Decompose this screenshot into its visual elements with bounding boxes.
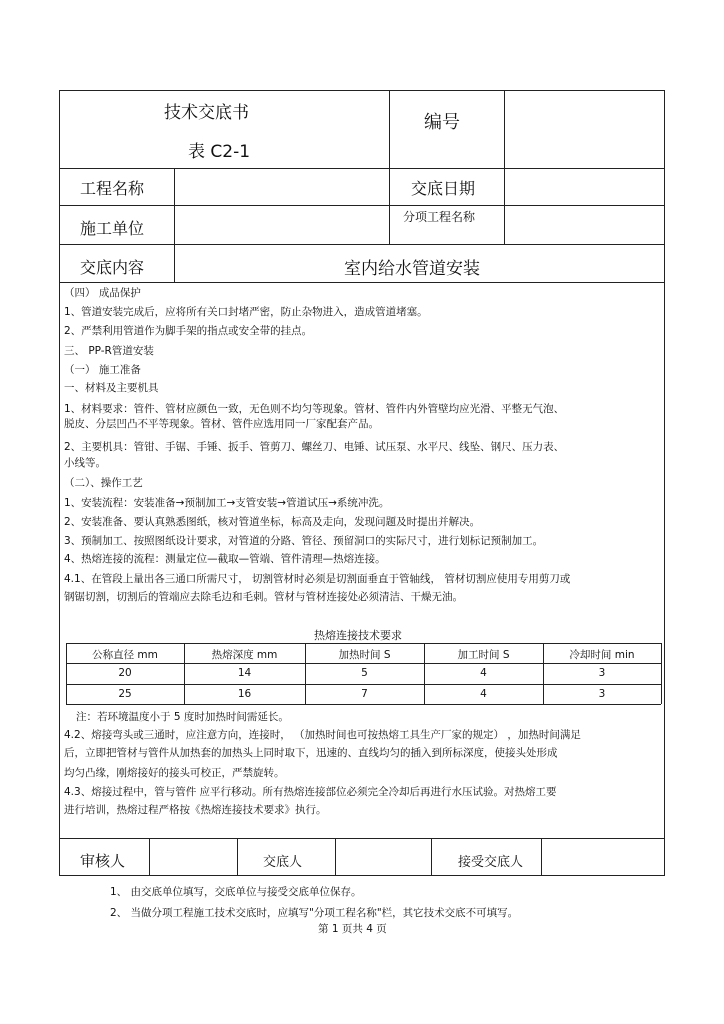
table-cell: 25: [118, 688, 132, 700]
after-line: 均匀凸缘，刚熔接好的接头可校正，严禁旋转。: [64, 767, 285, 779]
body-line: 3、预制加工、按照图纸设计要求，对管道的分路、管径、预留洞口的实际尺寸，进行划标记预制加工。: [64, 535, 544, 547]
body-line: （四） 成品保护: [64, 287, 141, 299]
table-header: 公称直径 mm: [92, 649, 158, 661]
body-line: 小线等。: [64, 457, 106, 469]
table-cell: 3: [598, 667, 606, 679]
grid-line: [174, 168, 175, 282]
table-header: 热熔深度 mm: [211, 649, 278, 661]
body-line: 三、 PP-R管道安装: [64, 345, 154, 357]
date-label: 交底日期: [411, 179, 476, 198]
grid-line: [504, 90, 505, 244]
grid-line: [541, 838, 542, 876]
body-line: （一） 施工准备: [64, 364, 141, 376]
note-2: 2、 当做分项工程施工技术交底时，应填写"分项工程名称"栏，其它技术交底不可填写。: [110, 907, 519, 919]
body-line: 1、材料要求：管件、管材应颜色一致，无色则不均匀等现象。管材、管件内外管壁均应光滑、平整无气泡、: [64, 403, 565, 415]
body-line: 钢锯切割，切割后的管端应去除毛边和毛刺。管材与管材连接处必须清洁、干燥无油。: [64, 591, 463, 603]
discloser-label: 交底人: [263, 855, 303, 870]
construction-unit-label: 施工单位: [80, 219, 145, 238]
page-number: 第 1 页共 4 页: [318, 923, 387, 935]
body-line: 一、材料及主要机具: [64, 382, 159, 394]
grid-line: [149, 838, 150, 876]
grid-line: [431, 838, 432, 876]
grid-line: [59, 282, 665, 283]
table-cell: 4: [480, 688, 487, 700]
table-header: 加热时间 S: [338, 649, 391, 661]
body-line: （二）、操作工艺: [64, 477, 143, 489]
body-line: 1、安装流程：安装准备→预制加工→支管安装→管道试压→系统冲洗。: [64, 497, 390, 509]
table-cell: 3: [598, 688, 606, 700]
grid-line: [59, 205, 665, 206]
project-name-label: 工程名称: [80, 179, 145, 198]
table-cell: 16: [237, 688, 252, 700]
table-grid-line: [66, 663, 661, 664]
subproject-label: 分项工程名称: [403, 210, 476, 224]
grid-line: [335, 838, 336, 876]
grid-line: [237, 838, 238, 876]
table-grid-line: [66, 643, 661, 644]
table-header: 冷却时间 min: [569, 649, 635, 661]
form-number: 表 C2-1: [188, 142, 251, 162]
table-grid-line: [66, 704, 661, 705]
table-cell: 4: [480, 667, 487, 679]
grid-line: [389, 90, 390, 244]
after-line: 4.3、熔接过程中，管与管件 应平行移动。所有热熔连接部位必须完全冷却后再进行水压试验。对热熔工要: [64, 786, 557, 798]
body-line: 2、严禁利用管道作为脚手架的指点或安全带的挂点。: [64, 325, 313, 337]
table-grid-line: [661, 643, 662, 704]
number-label: 编号: [424, 112, 460, 133]
table-header: 加工时间 S: [457, 649, 510, 661]
table-grid-line: [66, 684, 661, 685]
table-caption: 热熔连接技术要求: [314, 629, 402, 642]
table-cell: 20: [118, 667, 132, 679]
note-1: 1、 由交底单位填写，交底单位与接受交底单位保存。: [110, 886, 362, 898]
reviewer-label: 审核人: [80, 852, 126, 870]
body-line: 4、热熔连接的流程：测量定位—截取—管端、管件清理—热熔连接。: [64, 553, 386, 565]
after-line: 进行培训，热熔过程严格按《热熔连接技术要求》执行。: [64, 804, 327, 816]
content-label: 交底内容: [80, 258, 145, 277]
table-cell: 14: [237, 667, 252, 679]
grid-line: [59, 168, 665, 169]
body-line: 4.1、在管段上量出各三通口所需尺寸， 切割管材时必须是切割面垂直于管轴线， 管材切割应使用专用剪刀或: [64, 573, 571, 585]
table-cell: 5: [361, 667, 368, 679]
document-title: 技术交底书: [164, 103, 249, 123]
after-line: 注：若环境温度小于 5 度时加热时间需延长。: [76, 711, 289, 723]
content-value: 室内给水管道安装: [344, 259, 480, 279]
grid-line: [59, 244, 665, 245]
after-line: 后，立即把管材与管件从加热套的加热头上同时取下，迅速的、直线均匀的插入到所标深度，使接头处形成: [64, 747, 558, 759]
after-line: 4.2、熔接弯头或三通时，应注意方向，连接时， （加热时间也可按热熔工具生产厂家的规定） ，加热时间满足: [64, 729, 581, 741]
body-line: 2、安装准备、要认真熟悉图纸，核对管道坐标，标高及走向，发现问题及时提出并解决。: [64, 516, 481, 528]
receiver-label: 接受交底人: [458, 855, 524, 870]
body-line: 1、管道安装完成后，应将所有关口封堵严密，防止杂物进入，造成管道堵塞。: [64, 306, 428, 318]
body-line: 脱皮、分层凹凸不平等现象。管材、管件应选用同一厂家配套产品。: [64, 418, 379, 430]
body-line: 2、主要机具：管钳、手锯、手锤、扳手、管剪刀、螺丝刀、电锤、试压泵、水平尺、线坠、钢尺、压力表、: [64, 441, 565, 453]
table-cell: 7: [361, 688, 368, 700]
